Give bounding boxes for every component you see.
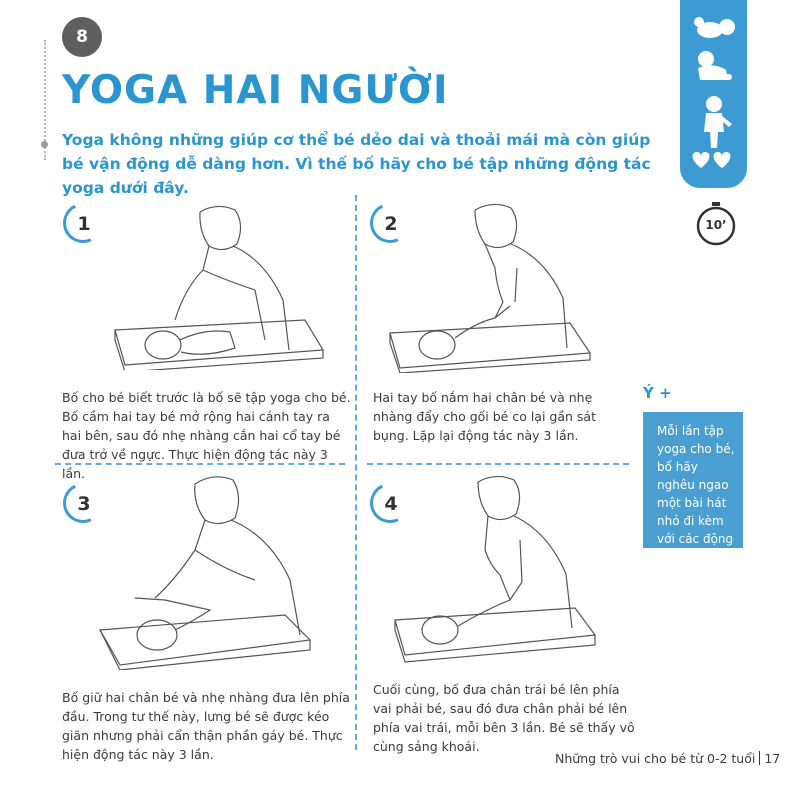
horizontal-divider-right: [367, 463, 629, 465]
vertical-divider: [355, 195, 357, 750]
step-4-illustration: [390, 470, 605, 670]
step-3-illustration: [95, 470, 335, 670]
baby-crawling-icon: [694, 17, 735, 38]
tip-box: [643, 412, 743, 564]
baby-sitting-icon: [698, 51, 732, 80]
step-1-text: Bố cho bé biết trước là bố sẽ tập yoga cho bé. Bố cầm hai tay bé mở rộng hai cánh tay ra hai bên, sau đó nhẹ nhàng cắn hai cổ tay bé đưa trở về ngực. Thực hiện động tác này 3 lần.: [62, 390, 351, 481]
step-1-illustration: [105, 200, 330, 370]
step-1-number: 1: [67, 207, 101, 241]
step-3-text: Bố giữ hai chân bé và nhẹ nhàng đưa lên phía đầu. Trong tư thế này, lưng bé sẽ được kéo giãn nhưng phải cẩn thận phần gáy bé. Thực hiện động tác này 3 lần.: [62, 690, 350, 762]
step-3-number: 3: [67, 487, 101, 521]
book-title: Những trò vui cho bé từ 0-2 tuổi: [555, 751, 756, 766]
page-title: YOGA HAI NGƯỜI: [62, 68, 449, 113]
timer-badge: [694, 200, 738, 248]
tip-heading: Ý +: [643, 384, 672, 402]
page-number-badge: 8: [62, 17, 102, 57]
step-2-number: 2: [374, 207, 408, 241]
footer-separator: [759, 751, 760, 765]
step-4-text: Cuối cùng, bố đưa chân trái bé lên phía vai phải bé, sau đó đưa chân phải bé lên phía vai trái, mỗi bên 3 lần. Bé sẽ thấy vô cùng sảng khoái.: [373, 682, 635, 754]
age-icon-tab: [680, 0, 747, 188]
timer-duration: 10’: [705, 218, 727, 232]
tip-text: Mỗi lần tập yoga cho bé, bố hãy nghêu ngao một bài hát nhỏ đi kèm với các động tác.: [657, 424, 735, 564]
toddler-standing-icon: [704, 96, 732, 148]
page-footer: [555, 751, 780, 766]
hearts-icon: [693, 152, 731, 168]
decorative-dot: [41, 141, 48, 148]
intro-text: Yoga không những giúp cơ thể bé dẻo dai và thoải mái mà còn giúp bé vận động dễ dàng hơn. Vì thế bố hãy cho bé tập những động tác yoga dưới đây.: [62, 131, 651, 197]
step-2-text: Hai tay bố nắm hai chân bé và nhẹ nhàng đẩy cho gối bé co lại gần sát bụng. Lặp lại động tác này 3 lần.: [373, 390, 596, 443]
step-2-illustration: [385, 198, 600, 373]
page-number: 17: [764, 751, 781, 766]
step-4-number: 4: [374, 487, 408, 521]
